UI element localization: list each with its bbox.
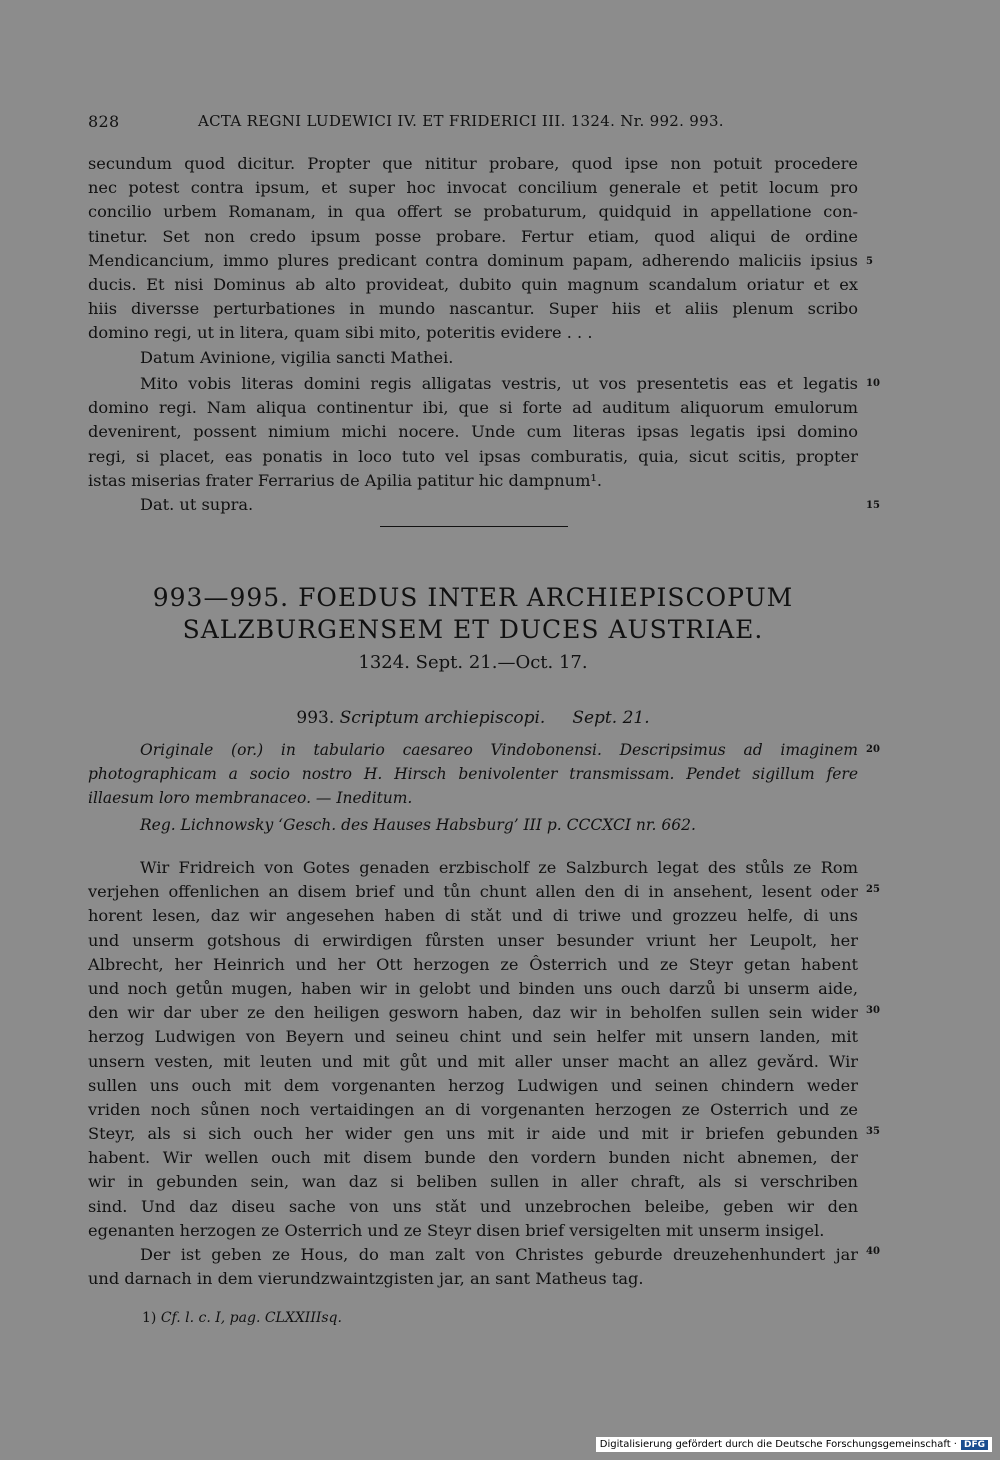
footnote <box>142 1310 342 1326</box>
paragraph-continuation <box>88 152 858 370</box>
text-line: concilio urbem Romanam, in qua offert se probaturum, quidquid in appellatione con- <box>88 202 858 222</box>
regest-reference: Reg. Lichnowsky ‘Gesch. des Hauses Habsburg’ III p. CCCXCI nr. 662. <box>140 815 696 834</box>
section-title-line2: SALZBURGENSEM ET DUCES AUSTRIAE. <box>182 615 764 644</box>
document-number: 993. <box>296 708 335 728</box>
text-line: Mendicancium, immo plures predicant contra dominum papam, adherendo maliciis ipsius <box>88 250 858 270</box>
text-line: Der ist geben ze Hous, do man zalt von Christes geburde dreuzehenhundert jar <box>140 1245 858 1264</box>
text-line: vriden noch sůnen noch vertaidingen an di vorgenanten herzogen ze Osterrich und ze <box>88 1099 858 1119</box>
section-title-line1: 993—995. FOEDUS INTER ARCHIEPISCOPUM <box>152 583 794 612</box>
text-line: hiis diversse perturbationes in mundo nascantur. Super hiis et aliis plenum scribo <box>88 299 858 319</box>
text-line: Wir Fridreich von Gotes genaden erzbischolf ze Salzburch legat des stůls ze Rom <box>140 858 858 877</box>
text-line: herzog Ludwigen von Beyern und seineu chint und sein helfer mit unsern landen, mit <box>88 1027 858 1047</box>
footnote-text: Cf. l. c. I, pag. CLXXIIIsq. <box>160 1310 342 1326</box>
text-line: Originale (or.) in tabulario caesareo Vindobonensi. Descripsimus ad imaginem <box>140 741 858 759</box>
line-number: 25 <box>866 884 880 895</box>
text-line: wir in gebunden sein, wan daz si beliben sullen in aller chraft, als si verschriben <box>88 1172 858 1192</box>
text-line: und noch getůn mugen, haben wir in gelobt und binden uns ouch darzů bi unserm aide, <box>88 978 858 998</box>
digitization-credit <box>596 1437 992 1452</box>
text-line: und darnach in dem vierundzwaintzgisten jar, an sant Matheus tag. <box>88 1269 644 1289</box>
datum-line: Datum Avinione, vigilia sancti Mathei. <box>140 347 454 367</box>
line-number: 10 <box>866 378 880 389</box>
line-number: 5 <box>866 256 873 267</box>
text-line: ducis. Et nisi Dominus ab alto provideat, dubito quin magnum scandalum oriatur et ex <box>88 274 858 294</box>
line-number: 40 <box>866 1246 880 1257</box>
text-line: verjehen offenlichen an disem brief und tůn chunt allen den di in ansehent, lesent oder <box>88 882 858 902</box>
text-line: Mito vobis literas domini regis alligatas vestris, ut vos presentetis eas et legatis <box>140 374 858 393</box>
text-line: domino regi. Nam aliqua continentur ibi, que si forte ad auditum aliquorum emulorum <box>88 398 858 418</box>
text-line: tinetur. Set non credo ipsum posse probare. Fertur etiam, quod aliqui de ordine <box>88 226 858 246</box>
text-line: unsern vesten, mit leuten und mit gůt und mit aller unser macht an allez gevǎrd. Wir <box>88 1051 858 1071</box>
document-title: Scriptum archiepiscopi. <box>339 708 546 728</box>
text-line: und unserm gotshous di erwirdigen fůrsten unser besunder vriunt her Leupolt, her <box>88 930 858 950</box>
text-line: secundum quod dicitur. Propter que nititur probare, quod ipse non potuit procedere <box>88 154 858 173</box>
postscript-paragraph <box>88 372 858 517</box>
credit-text: Digitalisierung gefördert durch die Deutsche Forschungsgemeinschaft · <box>599 1439 957 1450</box>
text-line: sullen uns ouch mit dem vorgenanten herzog Ludwigen und seinen chindern weder <box>88 1075 858 1095</box>
text-line: sind. Und daz diseu sache von uns stǎt und unzebrochen beleibe, geben wir den <box>88 1196 858 1216</box>
footnote-mark: 1) <box>142 1310 157 1326</box>
text-line: den wir dar uber ze den heiligen gesworn haben, daz wir in beholfen sullen sein wider <box>88 1003 858 1023</box>
text-line: photographicam a socio nostro H. Hirsch benivolenter transmissam. Pendet sigillum fere <box>88 765 858 784</box>
line-number: 30 <box>866 1005 880 1016</box>
charter-text <box>88 856 858 1291</box>
source-note <box>88 738 858 837</box>
running-title: ACTA REGNI LUDEWICI IV. ET FRIDERICI III. 1324. Nr. 992. 993. <box>198 112 724 130</box>
text-line: Albrecht, her Heinrich und her Ott herzogen ze Ôsterrich und ze Steyr getan habent <box>88 954 858 974</box>
line-number: 35 <box>866 1126 880 1137</box>
text-line: nec potest contra ipsum, et super hoc invocat concilium generale et petit locum pro <box>88 178 858 198</box>
text-line: illaesum loro membranaceo. — Ineditum. <box>88 789 413 808</box>
text-line: horent lesen, daz wir angesehen haben di stǎt und di triwe und grozzeu helfe, di uns <box>88 906 858 926</box>
section-date: 1324. Sept. 21.—Oct. 17. <box>358 652 588 673</box>
text-line: egenanten herzogen ze Osterrich und ze Steyr disen brief versigelten mit unserm insigel. <box>88 1220 825 1240</box>
page-number: 828 <box>88 112 120 131</box>
line-number: 20 <box>866 744 880 755</box>
section-divider <box>380 526 568 527</box>
dfg-logo-icon: DFG <box>961 1440 988 1450</box>
document-date: Sept. 21. <box>572 708 650 728</box>
text-line: devenirent, possent nimium michi nocere. Unde cum literas ipsas legatis ipsi domino <box>88 422 858 442</box>
text-line: Steyr, als si sich ouch her wider gen uns mit ir aide und mit ir briefen gebunden <box>88 1124 858 1144</box>
text-line: habent. Wir wellen ouch mit disem bunde den vordern bunden nicht abnemen, der <box>88 1148 858 1168</box>
text-line: istas miserias frater Ferrarius de Apilia patitur hic dampnum¹. <box>88 470 603 490</box>
line-number: 15 <box>866 500 880 511</box>
document-heading <box>88 708 858 728</box>
text-line: domino regi, ut in litera, quam sibi mito, poteritis evidere . . . <box>88 323 593 343</box>
text-line: regi, si placet, eas ponatis in loco tuto vel ipsas comburatis, quia, sicut scitis, propter <box>88 446 858 466</box>
dat-line: Dat. ut supra. <box>140 494 254 514</box>
